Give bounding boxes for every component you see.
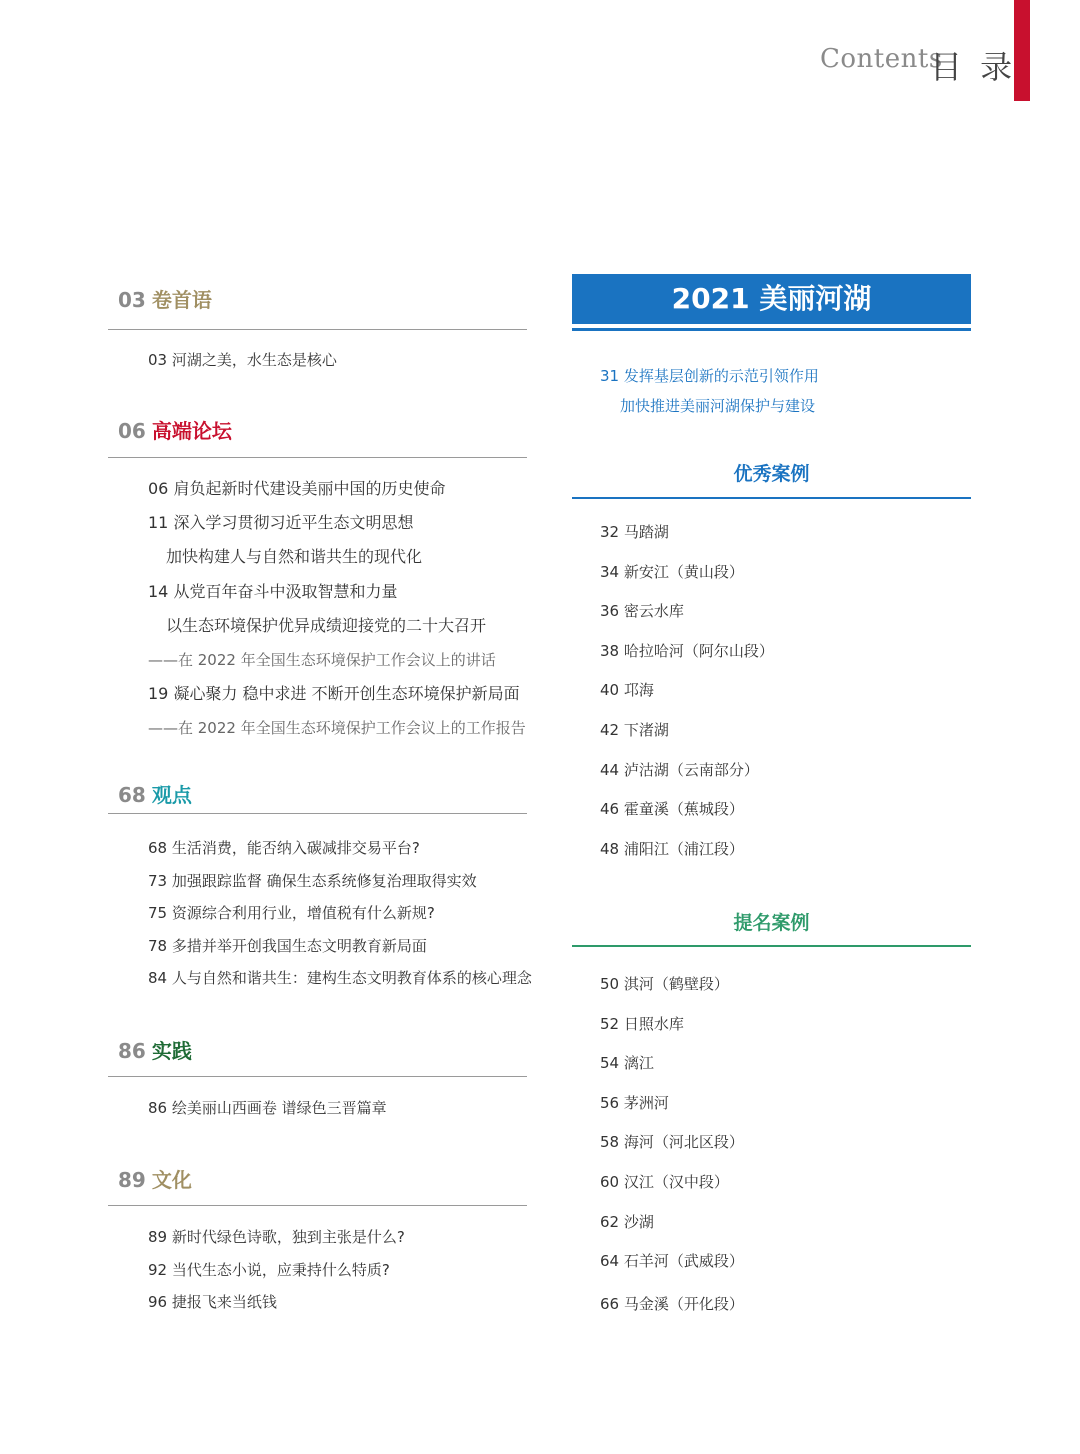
- toc-entry[interactable]: 19 凝心聚力 稳中求进 不断开创生态环境保护新局面: [148, 684, 520, 703]
- case-entry[interactable]: 42 下渚湖: [600, 721, 669, 739]
- toc-entry[interactable]: 73 加强跟踪监督 确保生态系统修复治理取得实效: [148, 872, 477, 890]
- divider: [108, 1076, 527, 1077]
- case-entry[interactable]: 32 马踏湖: [600, 523, 669, 541]
- case-entry[interactable]: 56 茅洲河: [600, 1094, 669, 1112]
- toc-entry[interactable]: 84 人与自然和谐共生：建构生态文明教育体系的核心理念: [148, 969, 532, 987]
- case-entry[interactable]: 36 密云水库: [600, 602, 684, 620]
- section-heading: [118, 1035, 192, 1064]
- case-entry[interactable]: 60 汉江（汉中段）: [600, 1173, 729, 1191]
- case-entry[interactable]: 40 邛海: [600, 681, 654, 699]
- divider: [108, 329, 527, 330]
- toc-entry[interactable]: 75 资源综合利用行业，增值税有什么新规?: [148, 904, 435, 922]
- case-entry[interactable]: 46 霍童溪（蕉城段）: [600, 800, 744, 818]
- case-entry[interactable]: 44 泸沽湖（云南部分）: [600, 761, 759, 779]
- section-number: 86: [118, 1039, 146, 1063]
- case-entry[interactable]: 54 漓江: [600, 1054, 654, 1072]
- section-heading: [118, 1164, 192, 1193]
- red-accent-bar: [1014, 0, 1030, 101]
- feature-banner: 2021 美丽河湖: [572, 274, 971, 324]
- toc-entry[interactable]: 78 多措并举开创我国生态文明教育新局面: [148, 937, 427, 955]
- case-entry[interactable]: 52 日照水库: [600, 1015, 684, 1033]
- divider: [108, 813, 527, 814]
- toc-entry[interactable]: 06 肩负起新时代建设美丽中国的历史使命: [148, 479, 446, 498]
- section-heading: [118, 284, 212, 313]
- feature-intro-entry[interactable]: 31 发挥基层创新的示范引领作用: [600, 367, 819, 385]
- section-number: 03: [118, 288, 146, 312]
- case-entry[interactable]: 34 新安江（黄山段）: [600, 563, 744, 581]
- section-number: 06: [118, 419, 146, 443]
- banner-underline: [572, 328, 971, 331]
- toc-entry[interactable]: 11 深入学习贯彻习近平生态文明思想: [148, 513, 414, 532]
- section-number: 89: [118, 1168, 146, 1192]
- toc-subtitle: ——在 2022 年全国生态环境保护工作会议上的工作报告: [148, 719, 526, 737]
- contents-label-zh: 目 录: [930, 48, 1017, 86]
- section-heading: [118, 779, 192, 808]
- toc-entry[interactable]: 96 捷报飞来当纸钱: [148, 1293, 277, 1311]
- section-title: 高端论坛: [151, 419, 232, 443]
- section-heading: [118, 415, 232, 444]
- feature-intro-entry[interactable]: 加快推进美丽河湖保护与建设: [620, 397, 816, 415]
- toc-entry[interactable]: 以生态环境保护优异成绩迎接党的二十大召开: [166, 616, 487, 635]
- toc-entry[interactable]: 92 当代生态小说，应秉持什么特质?: [148, 1261, 390, 1279]
- toc-entry[interactable]: 03 河湖之美，水生态是核心: [148, 351, 337, 369]
- case-entry[interactable]: 50 淇河（鹤壁段）: [600, 975, 729, 993]
- case-entry[interactable]: 58 海河（河北区段）: [600, 1133, 744, 1151]
- toc-entry[interactable]: 68 生活消费，能否纳入碳减排交易平台?: [148, 839, 420, 857]
- nominated-cases-heading: 提名案例: [733, 912, 810, 934]
- toc-entry[interactable]: 14 从党百年奋斗中汲取智慧和力量: [148, 582, 398, 601]
- excellent-cases-heading: 优秀案例: [733, 463, 810, 485]
- divider: [108, 457, 527, 458]
- case-entry[interactable]: 64 石羊河（武威段）: [600, 1252, 744, 1270]
- section-title: 观点: [151, 783, 192, 807]
- section-number: 68: [118, 783, 146, 807]
- case-entry[interactable]: 62 沙湖: [600, 1213, 654, 1231]
- divider: [572, 945, 971, 947]
- case-entry[interactable]: 48 浦阳江（浦江段）: [600, 840, 744, 858]
- toc-subtitle: ——在 2022 年全国生态环境保护工作会议上的讲话: [148, 651, 496, 669]
- toc-entry[interactable]: 加快构建人与自然和谐共生的现代化: [166, 547, 423, 566]
- divider: [108, 1205, 527, 1206]
- case-entry[interactable]: 66 马金溪（开化段）: [600, 1295, 744, 1313]
- section-title: 实践: [151, 1039, 192, 1063]
- toc-entry[interactable]: 89 新时代绿色诗歌，独到主张是什么?: [148, 1228, 405, 1246]
- contents-label-en: Contents: [820, 44, 943, 74]
- case-entry[interactable]: 38 哈拉哈河（阿尔山段）: [600, 642, 774, 660]
- section-title: 卷首语: [151, 288, 212, 312]
- divider: [572, 497, 971, 499]
- toc-entry[interactable]: 86 绘美丽山西画卷 谱绿色三晋篇章: [148, 1099, 387, 1117]
- section-title: 文化: [151, 1168, 192, 1192]
